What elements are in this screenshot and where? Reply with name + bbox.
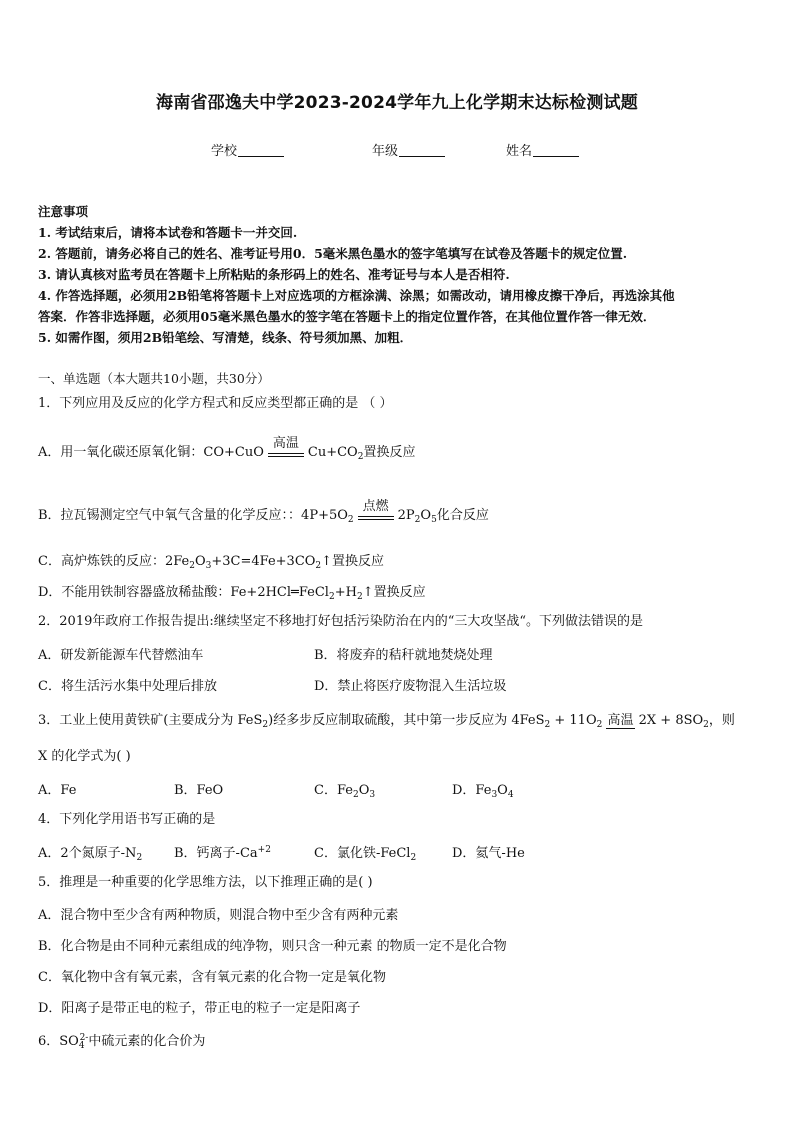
option-text: D．不能用铁制容器盛放稀盐酸：Fe+2HCl═FeCl xyxy=(38,585,329,600)
reaction-type: 置换反应 xyxy=(363,445,416,460)
option-text: O xyxy=(420,508,432,523)
question-4-option-a[interactable] xyxy=(38,842,142,863)
stem-text: 6．SO xyxy=(38,1034,79,1049)
condition-text: 点燃 xyxy=(362,498,389,514)
question-3-stem-line2: X 的化学式为( ) xyxy=(38,749,131,764)
question-5-option-a[interactable]: A．混合物中至少含有两种物质，则混合物中至少含有两种元素 xyxy=(38,908,399,923)
question-2-option-c[interactable]: C．将生活污水集中处理后排放 xyxy=(38,679,217,694)
name-label: 姓名 xyxy=(506,144,533,159)
option-text: B．拉瓦锡测定空气中氧气含量的化学反应：：4P+5O xyxy=(38,508,348,523)
option-text: 2P xyxy=(397,508,415,523)
subscript: 4 xyxy=(78,1041,85,1051)
subscript: 3 xyxy=(369,790,376,800)
question-3-stem xyxy=(38,711,735,735)
option-text: Cu+CO xyxy=(307,445,358,460)
option-text: C．氯化铁-FeCl xyxy=(314,846,411,861)
condition-text: 高温 xyxy=(272,435,299,451)
question-1-option-a[interactable] xyxy=(38,435,416,462)
subscript: 2 xyxy=(410,853,417,863)
subscript: 2 xyxy=(262,720,269,730)
question-5-option-c[interactable]: C．氧化物中含有氧元素，含有氧元素的化合物一定是氧化物 xyxy=(38,970,386,985)
reaction-condition xyxy=(268,435,304,462)
school-field[interactable] xyxy=(211,140,284,159)
subscript: 2 xyxy=(357,452,364,462)
question-1-option-c[interactable] xyxy=(38,550,384,571)
subscript: 2 xyxy=(414,515,421,525)
stem-text: + 11O xyxy=(550,713,597,728)
subscript: 4 xyxy=(507,790,514,800)
subscript: 2 xyxy=(352,790,359,800)
grade-label: 年级 xyxy=(372,144,399,159)
question-1-option-d[interactable] xyxy=(38,581,426,602)
question-1-stem: 1．下列应用及反应的化学方程式和反应类型都正确的是 （ ） xyxy=(38,396,393,411)
notice-heading: 注意事项 xyxy=(38,204,89,219)
question-4-option-d[interactable]: D．氦气-He xyxy=(452,846,525,861)
option-text: ↑置换反应 xyxy=(321,554,385,569)
reaction-condition: 高温 xyxy=(607,713,634,728)
school-blank[interactable] xyxy=(238,144,284,157)
page-title: 海南省邵逸夫中学2023-2024学年九上化学期末达标检测试题 xyxy=(156,93,638,113)
question-2-option-b[interactable]: B．将废弃的秸秆就地焚烧处理 xyxy=(314,648,493,663)
option-text: C．Fe xyxy=(314,783,353,798)
question-2-option-a[interactable]: A．研发新能源车代替燃油车 xyxy=(38,648,204,663)
subscript: 2 xyxy=(356,592,363,602)
subscript: 3 xyxy=(491,790,498,800)
question-3-option-d[interactable] xyxy=(452,779,514,800)
question-2-stem: 2．2019年政府工作报告提出:继续坚定不移地打好包括污染防治在内的“三大攻坚战“。下列做法错误的是 xyxy=(38,614,644,629)
subscript: 2 xyxy=(328,592,335,602)
question-2-option-d[interactable]: D．禁止将医疗废物混入生活垃圾 xyxy=(314,679,507,694)
stem-text: 2X + 8SO xyxy=(634,713,704,728)
option-text: B．钙离子-Ca xyxy=(174,846,258,861)
stem-text: 中硫元素的化合价为 xyxy=(88,1034,206,1049)
option-text: C．高炉炼铁的反应：2Fe xyxy=(38,554,190,569)
stem-text: ，则 xyxy=(708,713,735,728)
subscript: 2 xyxy=(544,720,551,730)
notice-item: 2. 答题前，请务必将自己的姓名、准考证号用0．5毫米黑色墨水的签字笔填写在试卷及答题卡的规定位置. xyxy=(38,246,628,261)
option-text: O xyxy=(194,554,206,569)
stem-text: 3．工业上使用黄铁矿(主要成分为 FeS xyxy=(38,713,263,728)
superscript: 2- xyxy=(79,1033,89,1043)
notice-item: 3. 请认真核对监考员在答题卡上所粘贴的条形码上的姓名、准考证号与本人是否相符. xyxy=(38,267,510,282)
subscript: 2 xyxy=(347,515,354,525)
option-text: D．Fe xyxy=(452,783,492,798)
question-6-stem xyxy=(38,1028,205,1056)
subscript: 2 xyxy=(596,720,603,730)
question-4-stem: 4．下列化学用语书写正确的是 xyxy=(38,812,216,827)
question-5-option-d[interactable]: D．阳离子是带正电的粒子，带正电的粒子一定是阳离子 xyxy=(38,1001,361,1016)
subscript: 2 xyxy=(136,853,143,863)
question-3-option-a[interactable]: A．Fe xyxy=(38,783,77,798)
question-4-option-c[interactable] xyxy=(314,842,416,863)
subscript: 2 xyxy=(315,561,322,571)
superscript: +2 xyxy=(257,845,271,855)
subscript: 2 xyxy=(703,720,709,730)
section-heading: 一、单选题（本大题共10小题，共30分） xyxy=(38,371,270,386)
question-3-option-c[interactable] xyxy=(314,779,375,800)
notice-item: 1. 考试结束后，请将本试卷和答题卡一并交回. xyxy=(38,225,298,240)
option-text: +H xyxy=(334,585,357,600)
name-blank[interactable] xyxy=(533,144,579,157)
option-text: ↑置换反应 xyxy=(362,585,426,600)
option-text: O xyxy=(358,783,370,798)
stem-text: )经多步反应制取硫酸，其中第一步反应为 4FeS xyxy=(268,713,545,728)
reaction-type: 化合反应 xyxy=(436,508,489,523)
question-5-stem: 5．推理是一种重要的化学思维方法，以下推理正确的是( ) xyxy=(38,875,373,890)
reaction-condition xyxy=(358,498,394,525)
subscript: 3 xyxy=(205,561,212,571)
school-label: 学校 xyxy=(211,144,238,159)
grade-blank[interactable] xyxy=(399,144,445,157)
option-text: A．用一氧化碳还原氧化铜：CO+CuO xyxy=(38,445,264,460)
notice-item: 5. 如需作图，须用2B铅笔绘、写清楚，线条、符号须加黑、加粗． xyxy=(38,330,413,345)
subscript: 2 xyxy=(189,561,195,571)
option-text: A．2个氮原子-N xyxy=(38,846,137,861)
option-text: O xyxy=(497,783,508,798)
option-text: +3C=4Fe+3CO xyxy=(211,554,316,569)
name-field[interactable] xyxy=(506,140,579,159)
notice-item: 答案．作答非选择题，必须用05毫米黑色墨水的签字笔在答题卡上的指定位置作答，在其他位置作答一律无效． xyxy=(38,309,656,324)
notice-item: 4. 作答选择题，必须用2B铅笔将答题卡上对应选项的方框涂满、涂黑；如需改动，请用橡皮擦干净后，再选涂其他 xyxy=(38,288,675,303)
grade-field[interactable] xyxy=(372,140,445,159)
question-1-option-b[interactable] xyxy=(38,498,489,525)
question-5-option-b[interactable]: B．化合物是由不同种元素组成的纯净物，则只含一种元素 的物质一定不是化合物 xyxy=(38,939,507,954)
question-4-option-b[interactable] xyxy=(174,842,271,861)
subscript: 5 xyxy=(431,515,437,525)
question-3-option-b[interactable]: B．FeO xyxy=(174,783,224,798)
